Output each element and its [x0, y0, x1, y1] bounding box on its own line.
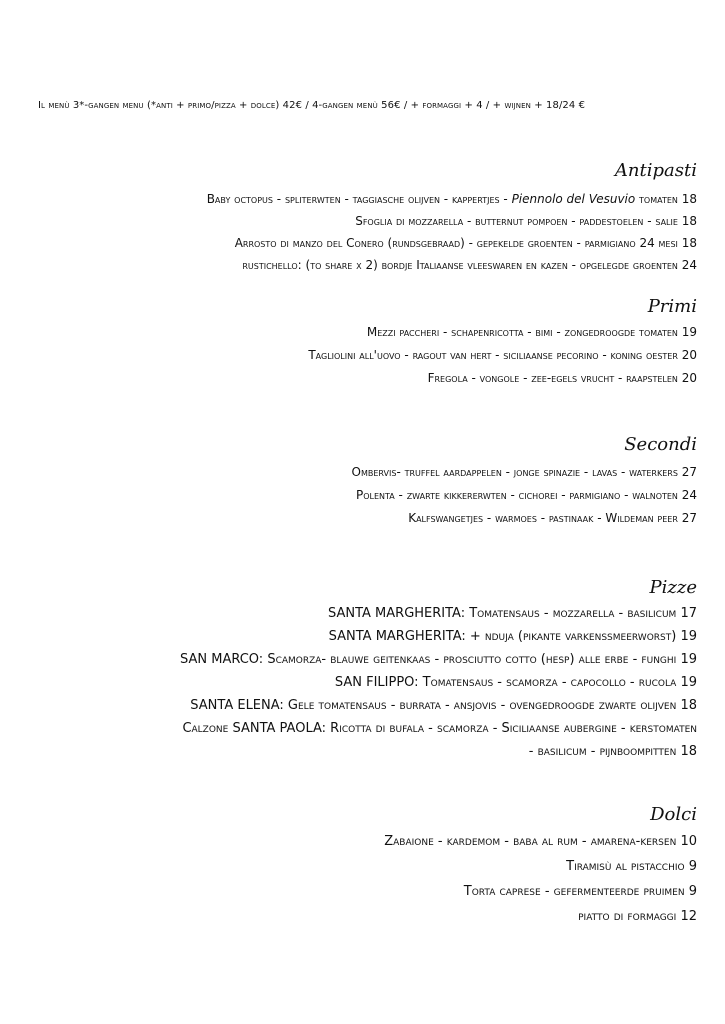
menu-item-dolci-4: piatto di formaggi 12 [578, 909, 697, 924]
section-title-antipasti: Antipasti [614, 160, 697, 181]
item-text-italic: Piennolo del Vesuvio [511, 192, 636, 206]
menu-item-primi-2: Tagliolini all'uovo - ragout van hert - siciliaanse pecorino - koning oester 20 [308, 348, 697, 362]
menu-item-pizze-1: SANTA MARGHERITA: Tomatensaus - mozzarella - basilicum 17 [327, 606, 697, 621]
menu-item-dolci-2: Tiramisù al pistacchio 9 [566, 859, 697, 874]
section-title-primi: Primi [647, 296, 697, 317]
section-title-dolci: Dolci [650, 804, 697, 825]
menu-item-dolci-3: Torta caprese - gefermenteerde pruimen 9 [463, 884, 697, 899]
menu-item-primi-3: Fregola - vongole - zee-egels vrucht - raapstelen 20 [427, 371, 697, 385]
menu-item-pizze-3: SAN MARCO: Scamorza- blauwe geitenkaas - prosciutto cotto (hesp) alle erbe - funghi 19 [179, 652, 697, 667]
item-text: tomaten 18 [635, 192, 697, 206]
menu-item-secondi-3: Kalfswangetjes - warmoes - pastinaak - Wildeman peer 27 [408, 511, 697, 525]
menu-item-antipasti-3: Arrosto di manzo del Conero (rundsgebraad) - gepekelde groenten - parmigiano 24 mesi 18 [234, 236, 697, 250]
menu-item-pizze-4: SAN FILIPPO: Tomatensaus - scamorza - capocollo - rucola 19 [334, 675, 697, 690]
menu-item-pizze-6: Calzone SANTA PAOLA: Ricotta di bufala - scamorza - Siciliaanse aubergine - kerstomaten [182, 721, 697, 736]
menu-item-antipasti-1 [207, 192, 697, 206]
menu-item-dolci-1: Zabaione - kardemom - baba al rum - amarena-kersen 10 [384, 834, 697, 849]
menu-item-secondi-2: Polenta - zwarte kikkererwten - cichorei - parmigiano - walnoten 24 [355, 488, 697, 502]
menu-item-pizze-2: SANTA MARGHERITA: + nduja (pikante varkenssmeerworst) 19 [328, 629, 697, 644]
menu-item-antipasti-2: Sfoglia di mozzarella - butternut pompoen - paddestoelen - salie 18 [355, 214, 697, 228]
menu-header: Il menù 3*-gangen menu (*anti + primo/pizza + dolce) 42€ / 4-gangen menù 56€ / + formaggi + 4 / + wijnen + 18/24 € [38, 100, 586, 111]
menu-item-secondi-1: Ombervis- truffel aardappelen - jonge spinazie - lavas - waterkers 27 [351, 465, 697, 479]
section-title-pizze: Pizze [649, 577, 697, 598]
menu-item-antipasti-4: rustichello: (to share x 2) bordje Italiaanse vleeswaren en kazen - opgelegde groenten 24 [242, 258, 697, 272]
menu-item-pizze-6-continued: - basilicum - pijnboompitten 18 [528, 744, 697, 759]
menu-item-pizze-5: SANTA ELENA: Gele tomatensaus - burrata - ansjovis - ovengedroogde zwarte olijven 18 [190, 698, 697, 713]
section-title-secondi: Secondi [624, 434, 697, 455]
item-text: Baby octopus - spliterwten - taggiasche olijven - kappertjes - [206, 192, 512, 206]
menu-item-primi-1: Mezzi paccheri - schapenricotta - bimi - zongedroogde tomaten 19 [366, 325, 697, 339]
